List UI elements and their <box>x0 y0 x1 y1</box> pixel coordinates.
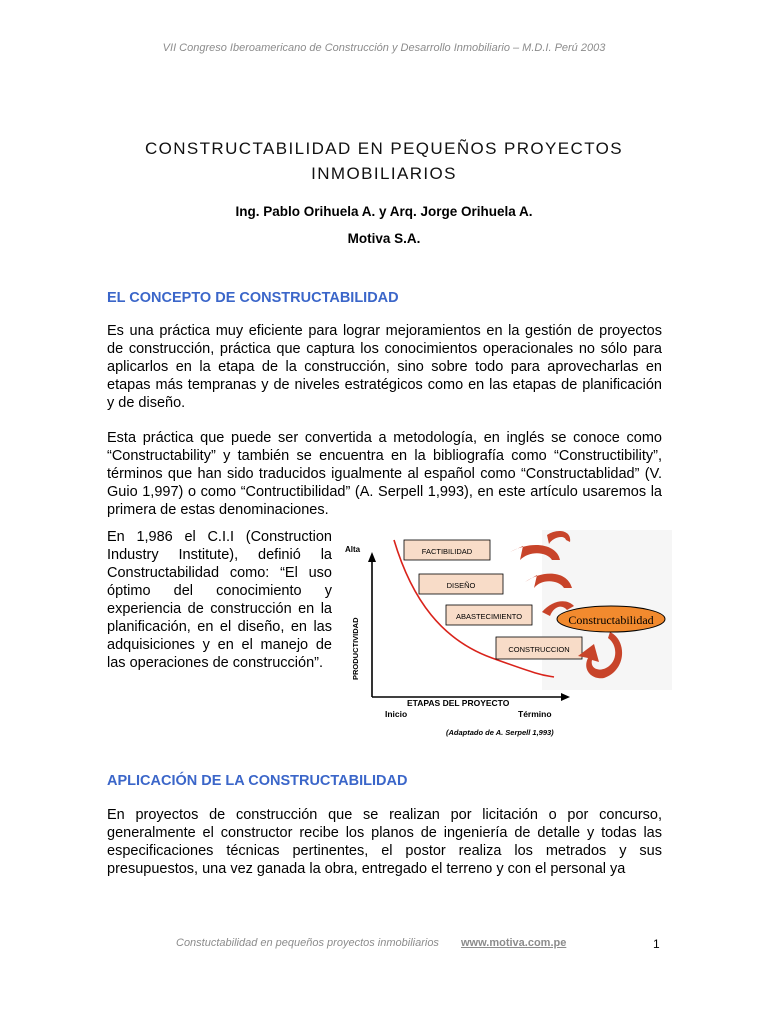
y-axis-label: PRODUCTIVIDAD <box>351 617 360 680</box>
company: Motiva S.A. <box>347 231 421 246</box>
paper-title-line1: CONSTRUCTABILIDAD EN PEQUEÑOS PROYECTOS <box>144 139 624 158</box>
paragraph-aplicacion-1: En proyectos de construcción que se realizan por licitación o por concurso, generalmente el constructor recibe los planos de ingeniería de detalle y todas las especificaciones técnicas pertinentes, el postor realiza los metrados y sus presupuestos, una vez ganada la obra, entregado el terreno y con el personal ya <box>107 807 662 877</box>
y-top-label: Alta <box>345 545 361 554</box>
paragraph-concepto-2: Esta práctica que puede ser convertida a metodología, en inglés se conoce como “Constructability” y también se encuentra en la bibliografía como “Constructibility”, términos que han sido traducidos igualmente al español como “Constructablidad” (V. Guio 1,997) o como “Contructibilidad” (A. Serpell 1,993), en este artículo usaremos la primera de estas denominaciones. <box>107 430 662 518</box>
footer-note: Constuctabilidad en pequeños proyectos inmobiliarios <box>176 937 439 949</box>
constructability-figure <box>342 530 672 745</box>
page-number: 1 <box>653 937 660 951</box>
figure-svg <box>342 530 672 745</box>
section-heading-concepto: EL CONCEPTO DE CONSTRUCTABILIDAD <box>107 290 399 306</box>
stage-label-construccion: CONSTRUCCION <box>508 645 570 654</box>
x-axis-label: ETAPAS DEL PROYECTO <box>407 698 510 708</box>
running-header: VII Congreso Iberoamericano de Construcción y Desarrollo Inmobiliario – M.D.I. Perú 2003 <box>162 42 606 54</box>
y-axis-arrowhead <box>368 552 376 562</box>
section-heading-aplicacion: APLICACIÓN DE LA CONSTRUCTABILIDAD <box>107 773 408 789</box>
x-axis-arrowhead <box>561 693 570 701</box>
stage-label-factibilidad: FACTIBILIDAD <box>421 547 473 556</box>
stage-label-abastecimiento: ABASTECIMIENTO <box>455 612 523 621</box>
callout-label: Constructabilidad <box>568 613 654 627</box>
figure-source: (Adaptado de A. Serpell 1,993) <box>446 728 554 737</box>
footer-website-link[interactable]: www.motiva.com.pe <box>461 937 567 949</box>
authors: Ing. Pablo Orihuela A. y Arq. Jorge Orihuela A. <box>235 204 533 219</box>
paper-title-line2: INMOBILIARIOS <box>311 164 457 183</box>
paragraph-concepto-1: Es una práctica muy eficiente para lograr mejoramientos en la gestión de proyectos de construcción, práctica que captura los conocimientos operacionales no sólo para aplicarlos en la etapa de la construcción, sino sobre todo para aprovecharlas en etapas más tempranas y de niveles estratégicos como en las etapas de planificación y de diseño. <box>107 323 662 411</box>
paragraph-definicion: En 1,986 el C.I.I (Construction Industry Institute), definió la Constructabilidad como: “El uso óptimo del conocimiento y experiencia de construcción en la planificación, en el diseño, en las adquisiciones y en el manejo de las operaciones de construcción”. <box>107 529 332 671</box>
paper-title <box>0 136 768 186</box>
x-end-label: Término <box>518 709 552 719</box>
stage-label-diseno: DISEÑO <box>446 581 476 590</box>
x-start-label: Inicio <box>385 709 408 719</box>
